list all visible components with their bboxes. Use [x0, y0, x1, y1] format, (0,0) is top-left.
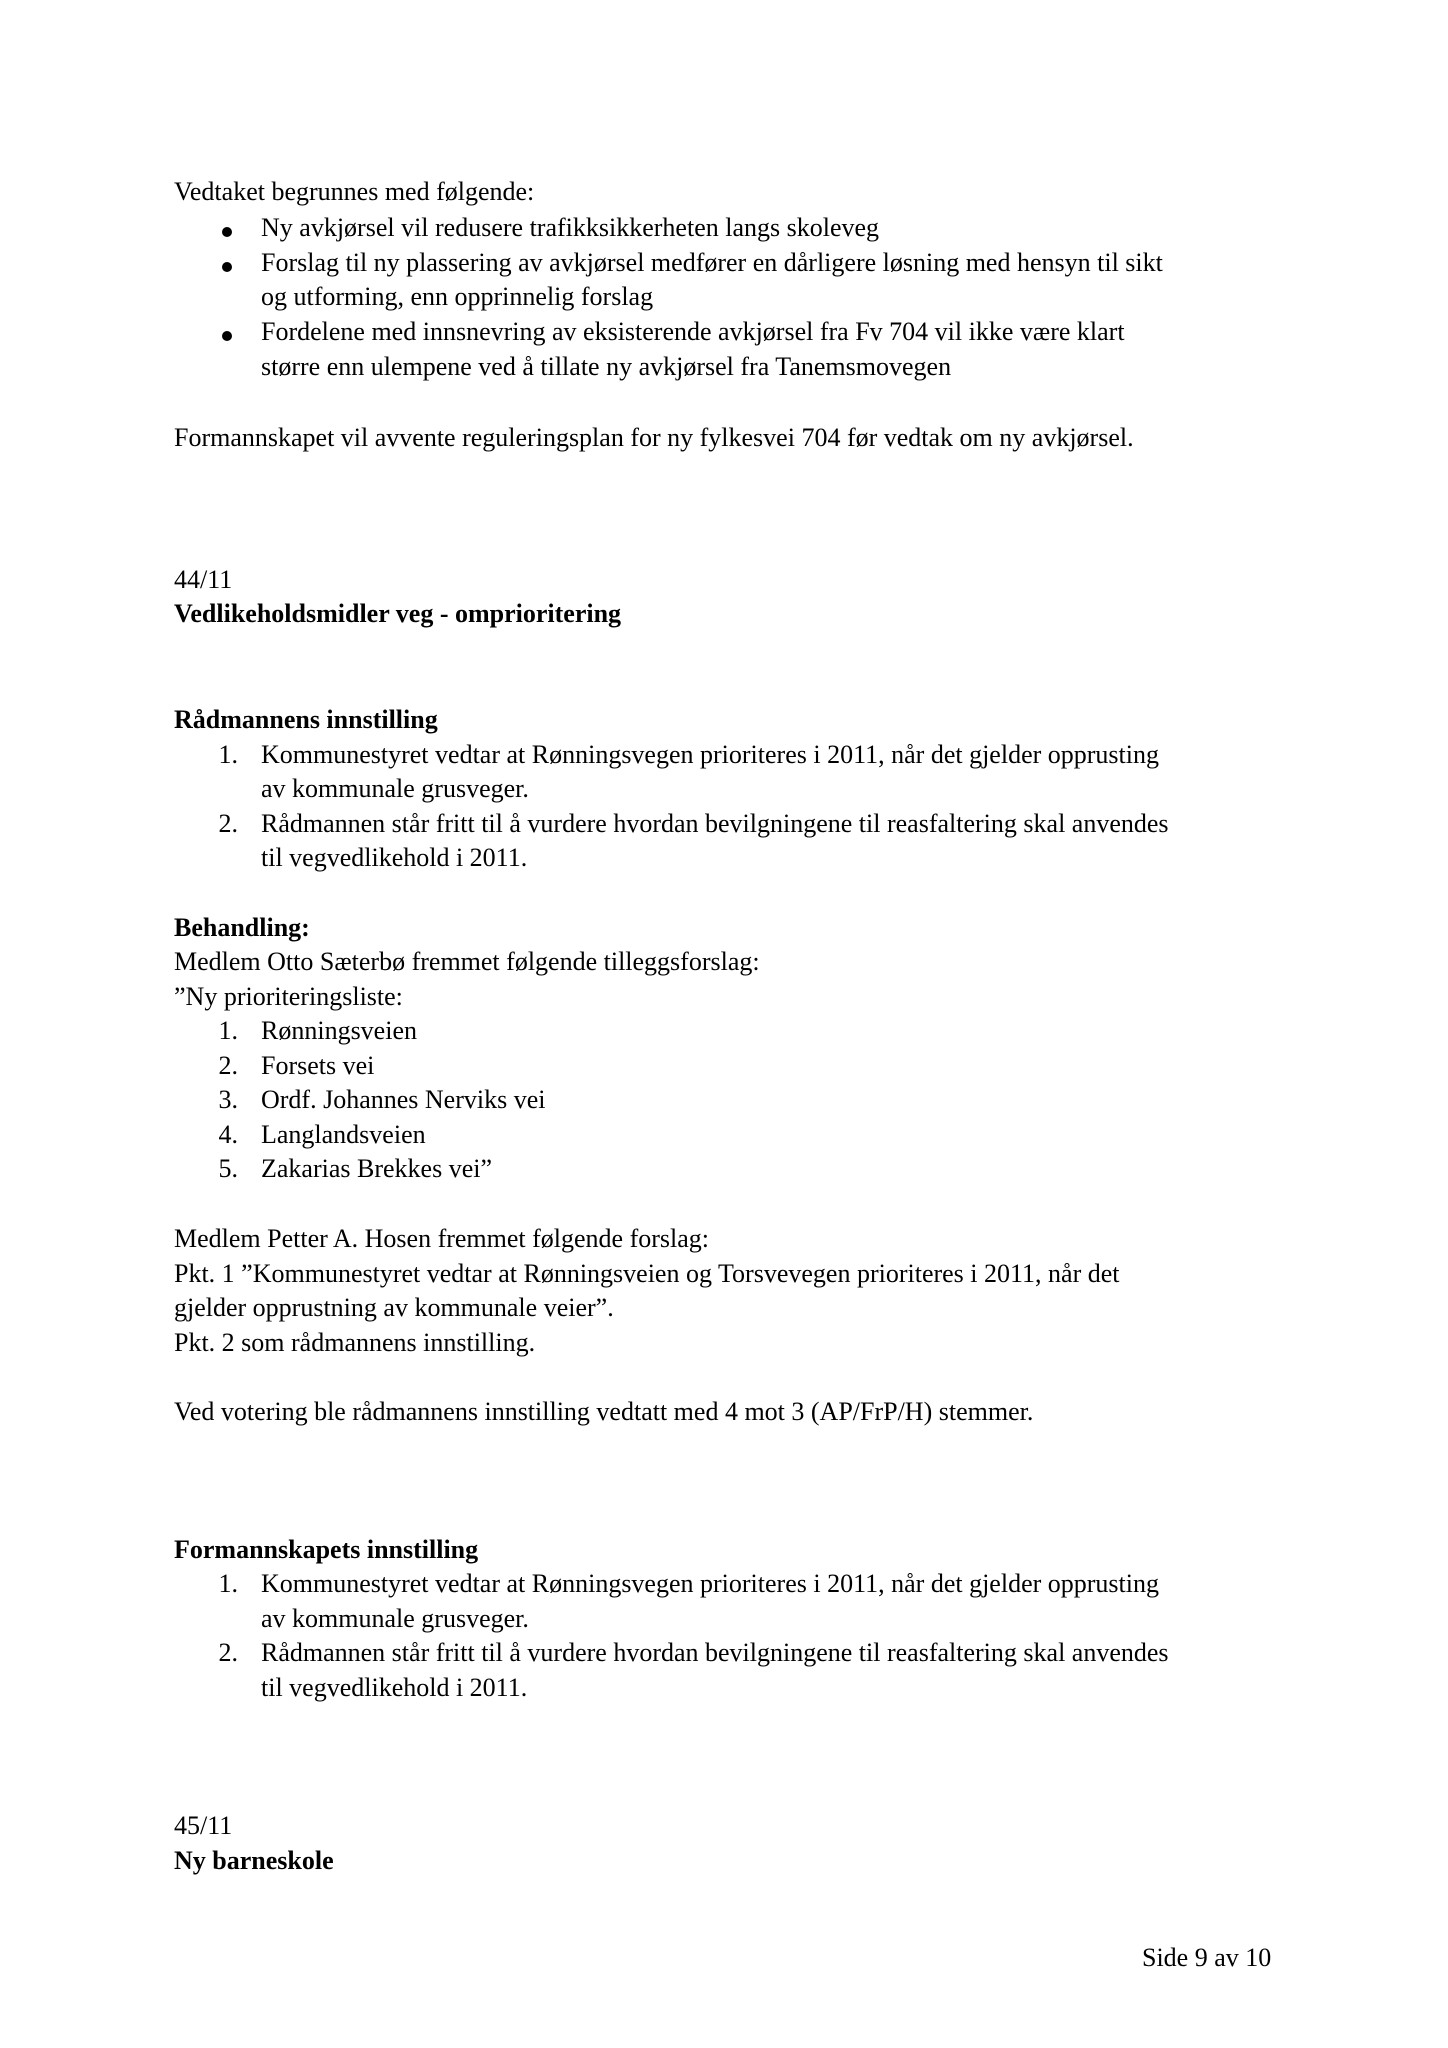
- list-item: av kommunale grusveger.: [261, 774, 529, 803]
- bullet-icon: [222, 331, 232, 341]
- list-item: Kommunestyret vedtar at Rønningsvegen prioriteres i 2011, når det gjelder opprusting: [261, 1569, 1159, 1598]
- treatment-text: ”Ny prioriteringsliste:: [174, 982, 403, 1011]
- proposal-text: Pkt. 2 som rådmannens innstilling.: [174, 1328, 536, 1357]
- bullet-text: Fordelene med innsnevring av eksisterende avkjørsel fra Fv 704 vil ikke være klart: [261, 317, 1125, 346]
- list-item: til vegvedlikehold i 2011.: [261, 1673, 528, 1702]
- case-number: 45/11: [174, 1811, 233, 1840]
- treatment-text: Medlem Otto Sæterbø fremmet følgende tilleggsforslag:: [174, 947, 760, 976]
- bullet-text: og utforming, enn opprinnelig forslag: [261, 282, 654, 311]
- committee-heading: Formannskapets innstilling: [174, 1535, 479, 1564]
- page-number: Side 9 av 10: [1142, 1943, 1272, 1972]
- list-item: Forsets vei: [261, 1051, 375, 1080]
- list-number: 4.: [218, 1120, 238, 1149]
- list-number: 3.: [218, 1085, 238, 1114]
- case-title: Vedlikeholdsmidler veg - omprioritering: [174, 599, 622, 628]
- list-number: 1.: [218, 1016, 238, 1045]
- list-item: Rådmannen står fritt til å vurdere hvordan bevilgningene til reasfaltering skal anvendes: [261, 809, 1169, 838]
- bullet-text: større enn ulempene ved å tillate ny avkjørsel fra Tanemsmovegen: [261, 352, 952, 381]
- vote-result: Ved votering ble rådmannens innstilling vedtatt med 4 mot 3 (AP/FrP/H) stemmer.: [174, 1397, 1034, 1426]
- list-item: Rønningsveien: [261, 1016, 417, 1045]
- list-item: Rådmannen står fritt til å vurdere hvordan bevilgningene til reasfaltering skal anvendes: [261, 1638, 1169, 1667]
- treatment-heading: Behandling:: [174, 913, 310, 942]
- bullet-icon: [222, 227, 232, 237]
- list-item: Langlandsveien: [261, 1120, 426, 1149]
- bullet-text: Forslag til ny plassering av avkjørsel medfører en dårligere løsning med hensyn til sikt: [261, 248, 1163, 277]
- list-item: Ordf. Johannes Nerviks vei: [261, 1085, 546, 1114]
- case-title: Ny barneskole: [174, 1846, 334, 1875]
- list-number: 5.: [218, 1154, 238, 1183]
- list-number: 1.: [218, 740, 238, 769]
- recommendation-heading: Rådmannens innstilling: [174, 705, 438, 734]
- intro-closing: Formannskapet vil avvente reguleringsplan for ny fylkesvei 704 før vedtak om ny avkjørsel.: [174, 423, 1134, 452]
- proposal-text: Pkt. 1 ”Kommunestyret vedtar at Rønningsveien og Torsvevegen prioriteres i 2011, når det: [174, 1259, 1120, 1288]
- intro-heading: Vedtaket begrunnes med følgende:: [174, 177, 535, 206]
- list-item: Zakarias Brekkes vei”: [261, 1154, 493, 1183]
- proposal-text: gjelder opprustning av kommunale veier”.: [174, 1293, 614, 1322]
- proposal-text: Medlem Petter A. Hosen fremmet følgende forslag:: [174, 1224, 710, 1253]
- list-number: 1.: [218, 1569, 238, 1598]
- list-number: 2.: [218, 1638, 238, 1667]
- list-number: 2.: [218, 809, 238, 838]
- bullet-icon: [222, 262, 232, 272]
- bullet-text: Ny avkjørsel vil redusere trafikksikkerheten langs skoleveg: [261, 213, 880, 242]
- case-number: 44/11: [174, 565, 233, 594]
- list-item: Kommunestyret vedtar at Rønningsvegen prioriteres i 2011, når det gjelder opprusting: [261, 740, 1159, 769]
- list-item: til vegvedlikehold i 2011.: [261, 843, 528, 872]
- list-number: 2.: [218, 1051, 238, 1080]
- list-item: av kommunale grusveger.: [261, 1604, 529, 1633]
